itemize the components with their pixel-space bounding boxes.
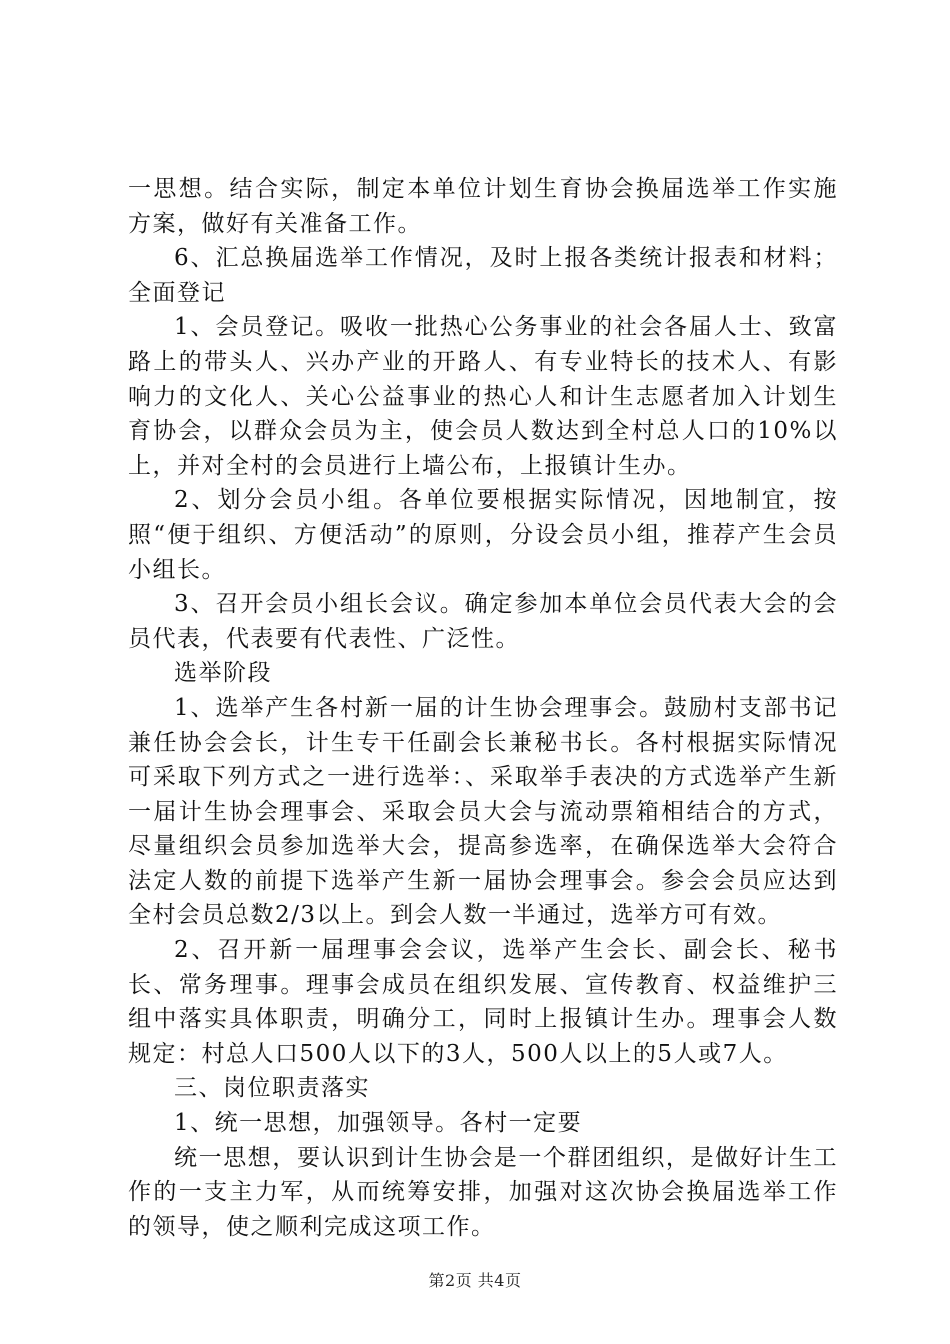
paragraph: 1、统一思想，加强领导。各村一定要 — [174, 1110, 583, 1137]
section-heading: 选举阶段 — [174, 660, 272, 687]
paragraph: 6、汇总换届选举工作情况，及时上报各类统计报表和材料；全面登记 — [128, 245, 838, 306]
page-number-footer: 第2页 共4页 — [428, 1271, 522, 1290]
paragraph: 2、召开新一届理事会会议，选举产生会长、副会长、秘书长、常务理事。理事会成员在组织发展、宣传教育、权益维护三组中落实具体职责，明确分工，同时上报镇计生办。理事会人数规定：村总人口500人以下的3人，500人以上的5人或7人。 — [128, 937, 838, 1067]
paragraph: 1、选举产生各村新一届的计生协会理事会。鼓励村支部书记兼任协会会长，计生专干任副会长兼秘书长。各村根据实际情况可采取下列方式之一进行选举：、采取举手表决的方式选举产生新一届计生协会理事会、采取会员大会与流动票箱相结合的方式，尽量组织会员参加选举大会，提高参选率，在确保选举大会符合法定人数的前提下选举产生新一届协会理事会。参会会员应达到全村会员总数2/3以上。到会人数一半通过，选举方可有效。 — [128, 694, 838, 929]
paragraph: 一思想。结合实际，制定本单位计划生育协会换届选举工作实施方案，做好有关准备工作。 — [128, 176, 838, 237]
paragraph: 1、会员登记。吸收一批热心公务事业的社会各届人士、致富路上的带头人、兴办产业的开路人、有专业特长的技术人、有影响力的文化人、关心公益事业的热心人和计生志愿者加入计划生育协会，以群众会员为主，使会员人数达到全村总人口的10%以上，并对全村的会员进行上墙公布，上报镇计生办。 — [128, 314, 838, 479]
paragraph: 3、召开会员小组长会议。确定参加本单位会员代表大会的会员代表，代表要有代表性、广泛性。 — [128, 591, 838, 652]
paragraph: 统一思想，要认识到计生协会是一个群团组织，是做好计生工作的一支主力军，从而统筹安排，加强对这次协会换届选举工作的领导，使之顺利完成这项工作。 — [128, 1144, 838, 1240]
document-body — [128, 172, 838, 1244]
section-heading: 三、岗位职责落实 — [174, 1075, 370, 1102]
paragraph: 2、划分会员小组。各单位要根据实际情况，因地制宜，按照“便于组织、方便活动”的原则，分设会员小组，推荐产生会员小组长。 — [128, 487, 838, 583]
